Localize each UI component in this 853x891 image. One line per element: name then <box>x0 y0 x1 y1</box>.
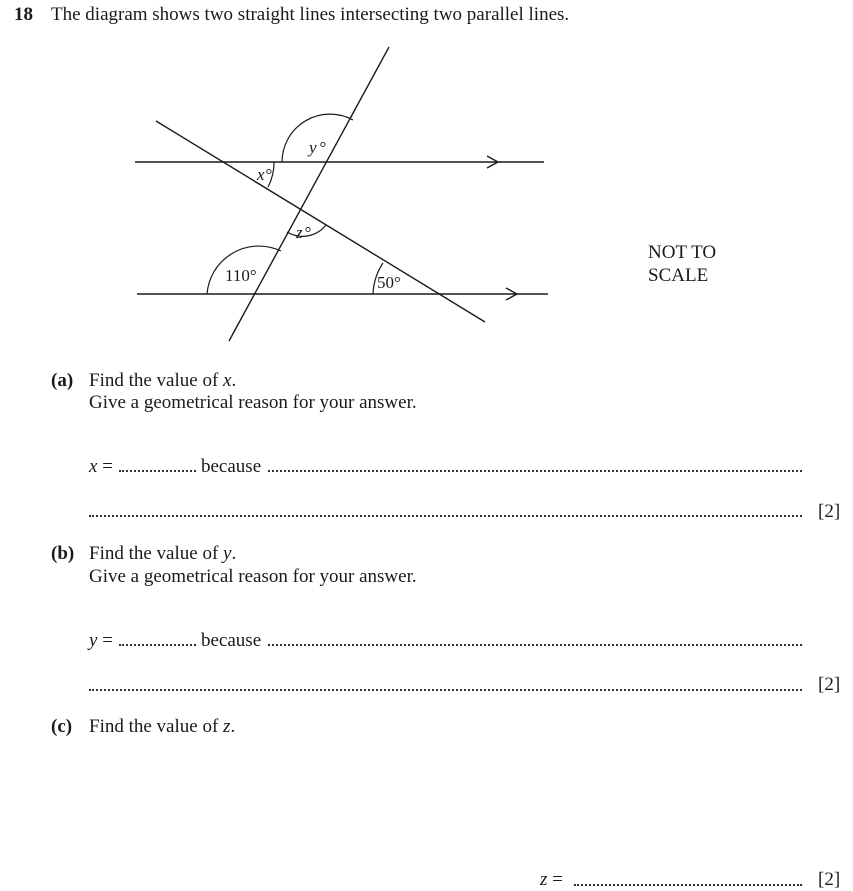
part-b-reason-field[interactable] <box>268 644 802 646</box>
arc-y <box>282 114 353 162</box>
part-b-label: (b) <box>51 543 75 564</box>
part-b-value-field[interactable] <box>119 644 196 646</box>
not-to-scale-note: NOT TO SCALE <box>648 242 717 286</box>
part-a-reason-field[interactable] <box>268 470 802 472</box>
part-c-prompt: Find the value of z. <box>89 716 236 737</box>
part-a-answer-var: x = <box>89 456 113 477</box>
label-x: x° <box>257 165 273 184</box>
label-110: 110° <box>225 266 257 285</box>
part-a-because: because <box>201 456 262 477</box>
part-c-marks: [2] <box>818 869 841 890</box>
part-b-reason-prompt: Give a geometrical reason for your answer. <box>89 566 417 587</box>
part-a-reason-prompt: Give a geometrical reason for your answer. <box>89 392 417 413</box>
question-intro: The diagram shows two straight lines intersecting two parallel lines. <box>51 4 570 25</box>
part-b-marks: [2] <box>818 674 841 695</box>
part-a-marks: [2] <box>818 501 841 522</box>
part-c-value-field[interactable] <box>574 884 802 886</box>
part-a-label: (a) <box>51 370 74 391</box>
label-50: 50° <box>377 273 401 292</box>
label-z: z ° <box>296 223 312 242</box>
parallel-lines-diagram <box>0 0 853 360</box>
question-number: 18 <box>14 4 33 25</box>
label-y: y ° <box>309 138 327 157</box>
part-b-because: because <box>201 630 262 651</box>
part-b-answer-var: y = <box>89 630 113 651</box>
part-a-reason-field-2[interactable] <box>89 515 802 517</box>
part-c-label: (c) <box>51 716 73 737</box>
part-a-prompt: Find the value of x. <box>89 370 237 391</box>
part-b-prompt: Find the value of y. <box>89 543 237 564</box>
part-c-answer-var: z = <box>540 869 563 890</box>
part-b-reason-field-2[interactable] <box>89 689 802 691</box>
part-a-value-field[interactable] <box>119 470 196 472</box>
transversal-steep <box>229 47 389 341</box>
